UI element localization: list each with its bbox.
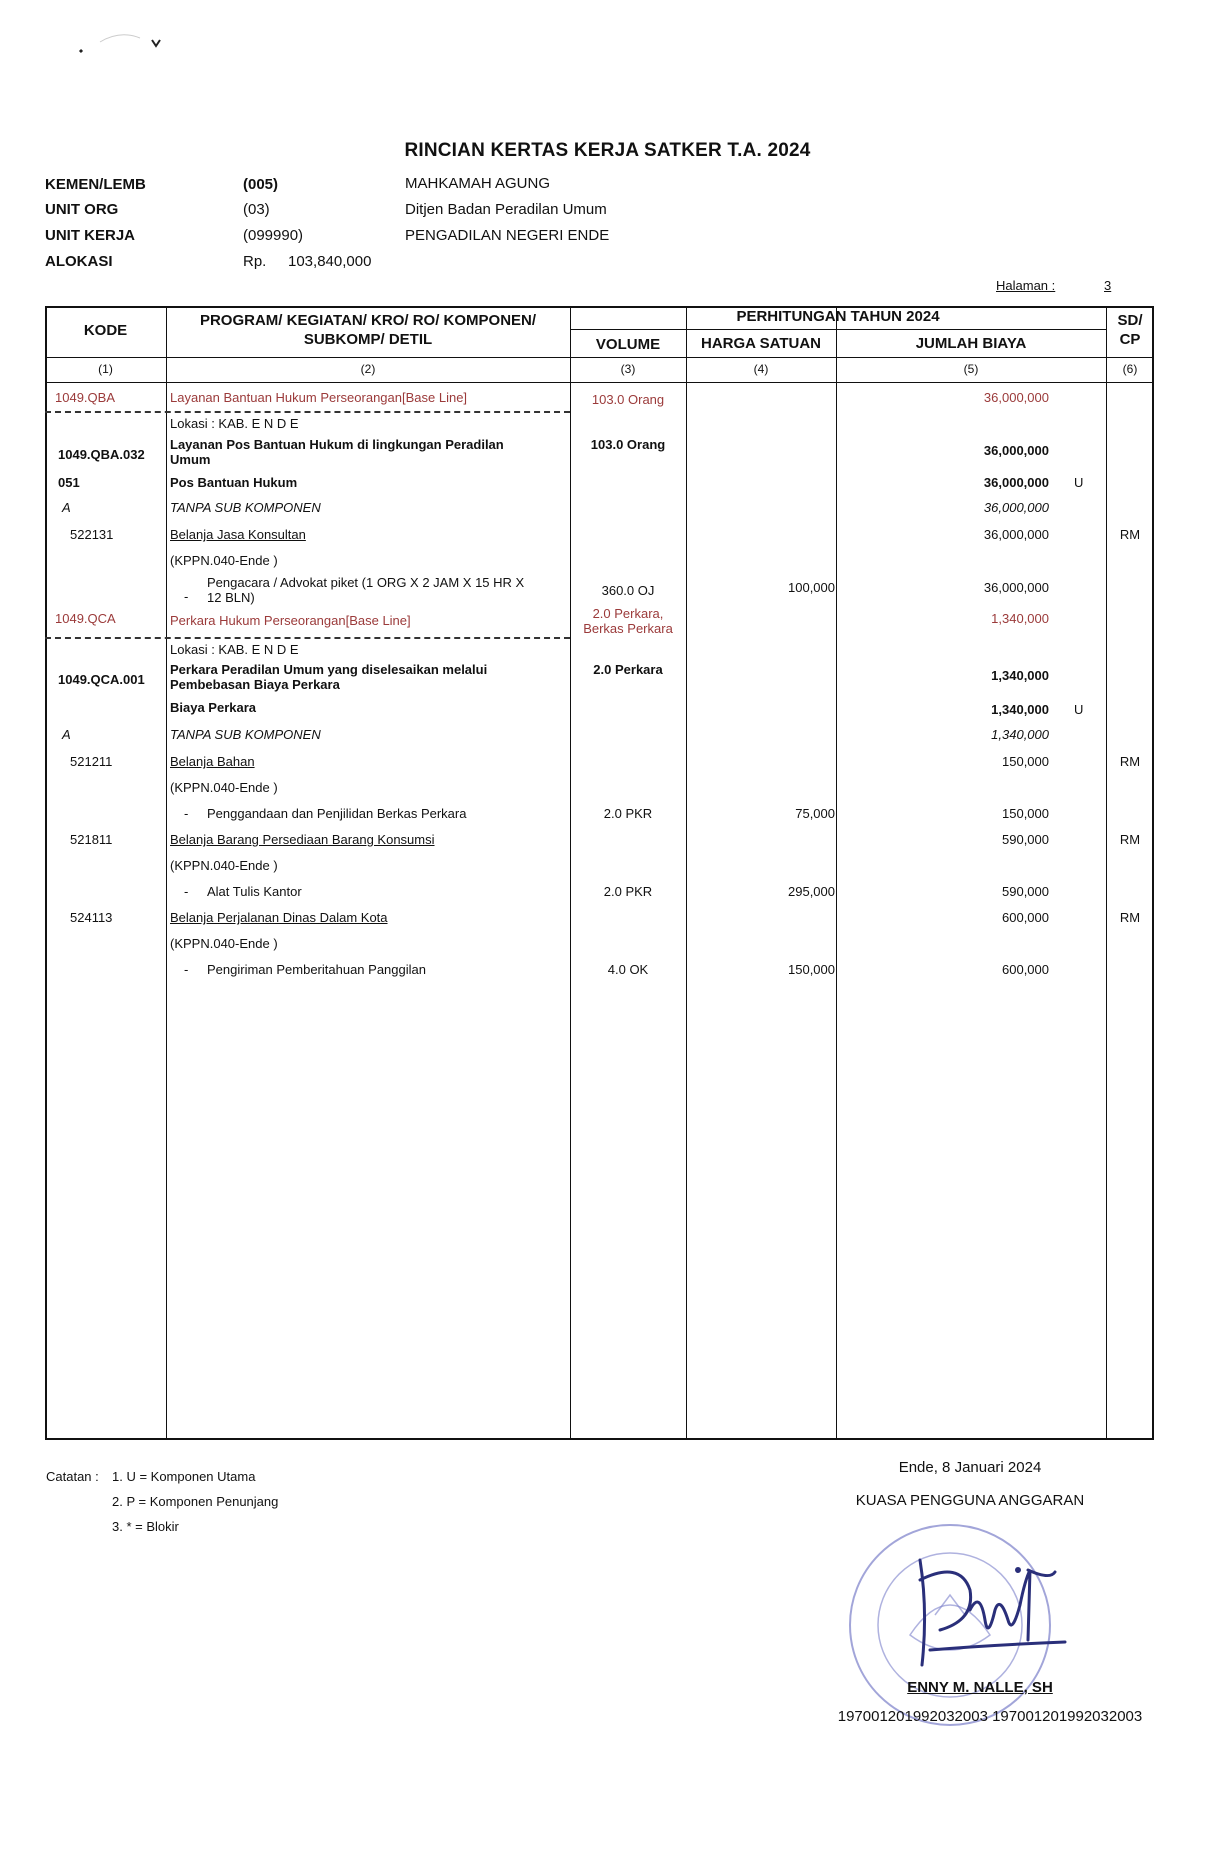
signer-name: ENNY M. NALLE, SH	[907, 1679, 1053, 1696]
table-row-11-flag: U	[1074, 702, 1084, 717]
table-row-8-volume: 2.0 Perkara,	[592, 606, 664, 621]
table-row-8-desc: Perkara Hukum Perseorangan[Base Line]	[170, 613, 411, 628]
header-name-unitkerja: PENGADILAN NEGERI ENDE	[405, 227, 610, 244]
table-row-21-desc: Pengiriman Pemberitahuan Panggilan	[207, 962, 426, 977]
table-row-0-desc: Layanan Bantuan Hukum Perseorangan[Base Line]	[170, 390, 468, 405]
header-label-kemenlemb: KEMEN/LEMB	[45, 176, 146, 193]
col-header-program-line2: SUBKOMP/ DETIL	[303, 331, 433, 348]
header-code-kemenlemb: (005)	[243, 176, 279, 193]
table-row-12-desc: TANPA SUB KOMPONEN	[170, 727, 321, 742]
table-row-11-desc: Biaya Perkara	[170, 700, 257, 715]
table-row-17-desc: (KPPN.040-Ende )	[170, 858, 278, 873]
table-row-3-kode: 051	[58, 475, 80, 490]
col-header-jumlah: JUMLAH BIAYA	[915, 335, 1027, 352]
table-row-0-kode: 1049.QBA	[55, 390, 115, 405]
table-row-15-volume: 2.0 PKR	[603, 806, 653, 821]
col-header-sd-line2: CP	[1119, 331, 1141, 348]
table-row-7-desc: Pengacara / Advokat piket (1 ORG X 2 JAM X 15 HR X	[207, 575, 525, 590]
page-number-value: 3	[1104, 278, 1112, 293]
table-row-5-jumlah: 36,000,000	[983, 527, 1049, 542]
table-row-2-volume: 103.0 Orang	[590, 437, 666, 452]
col-number-6: (6)	[1122, 362, 1138, 376]
table-row-8-jumlah: 1,340,000	[991, 611, 1049, 626]
col-number-2: (2)	[360, 362, 376, 376]
note-1: 1. U = Komponen Utama	[112, 1469, 256, 1484]
table-row-3-flag: U	[1074, 475, 1084, 490]
col-header-volume: VOLUME	[595, 336, 661, 353]
table-row-15-harga: 75,000	[795, 806, 835, 821]
header-label-unitorg: UNIT ORG	[45, 201, 119, 218]
table-row-8-kode: 1049.QCA	[55, 611, 116, 626]
table-row-18-desc: Alat Tulis Kantor	[207, 884, 302, 899]
table-row-2-jumlah: 36,000,000	[983, 443, 1049, 458]
table-row-10-desc: Perkara Peradilan Umum yang diselesaikan melalui	[170, 662, 488, 677]
col-header-perhitungan: PERHITUNGAN TAHUN 2024	[736, 308, 940, 325]
table-row-21-dash: -	[184, 962, 189, 977]
page-number-label: Halaman :	[996, 278, 1056, 293]
table-row-5-desc: Belanja Jasa Konsultan	[170, 527, 306, 542]
table-row-19-kode: 524113	[70, 910, 113, 925]
col-divider-3	[686, 306, 687, 1440]
table-row-2-desc: Layanan Pos Bantuan Hukum di lingkungan Peradilan	[170, 437, 504, 452]
signature-role: KUASA PENGGUNA ANGGARAN	[855, 1492, 1085, 1509]
table-row-16-desc: Belanja Barang Persediaan Barang Konsumsi	[170, 832, 435, 847]
table-row-1-desc: Lokasi : KAB. E N D E	[170, 416, 299, 431]
table-row-18-dash: -	[184, 884, 189, 899]
table-row-13-kode: 521211	[70, 754, 113, 769]
col-header-kode: KODE	[83, 322, 128, 339]
table-row-2-kode: 1049.QBA.032	[58, 447, 145, 462]
table-row-19-sd: RM	[1119, 910, 1141, 925]
table-row-12-jumlah: 1,340,000	[991, 727, 1049, 742]
table-row-20-desc: (KPPN.040-Ende )	[170, 936, 278, 951]
table-row-6-desc: (KPPN.040-Ende )	[170, 553, 278, 568]
table-row-10-kode: 1049.QCA.001	[58, 672, 145, 687]
scan-mark-decoration	[70, 20, 180, 60]
header-code-alokasi: Rp.	[243, 253, 267, 270]
table-row-15-dash: -	[184, 806, 189, 821]
colnum-bottom-rule	[45, 382, 1154, 383]
perhitungan-rule	[570, 329, 1106, 330]
notes-label: Catatan :	[46, 1469, 99, 1484]
signature-place-date: Ende, 8 Januari 2024	[898, 1459, 1042, 1476]
table-row-7-volume: 360.0 OJ	[601, 583, 655, 598]
table-row-18-harga: 295,000	[788, 884, 835, 899]
table-row-13-jumlah: 150,000	[1002, 754, 1049, 769]
table-row-7-desc2: 12 BLN)	[207, 590, 255, 605]
table-row-7-dash: -	[184, 589, 189, 604]
col-divider-5	[1106, 306, 1107, 1440]
table-row-7-harga: 100,000	[788, 580, 835, 595]
table-row-21-harga: 150,000	[788, 962, 835, 977]
table-row-10-jumlah: 1,340,000	[991, 668, 1049, 683]
table-row-3-jumlah: 36,000,000	[983, 475, 1049, 490]
table-row-16-sd: RM	[1119, 832, 1141, 847]
table-row-0-jumlah: 36,000,000	[983, 390, 1049, 405]
table-row-21-volume: 4.0 OK	[607, 962, 649, 977]
table-row-4-kode: A	[62, 500, 71, 515]
table-row-2-desc2: Umum	[170, 452, 211, 467]
header-code-unitkerja: (099990)	[243, 227, 304, 244]
table-row-21-jumlah: 600,000	[1002, 962, 1049, 977]
table-row-19-desc: Belanja Perjalanan Dinas Dalam Kota	[170, 910, 388, 925]
note-3: 3. * = Blokir	[112, 1519, 179, 1534]
table-row-13-desc: Belanja Bahan	[170, 754, 255, 769]
table-row-0-volume: 103.0 Orang	[591, 392, 665, 407]
table-row-4-desc: TANPA SUB KOMPONEN	[170, 500, 321, 515]
header-name-kemenlemb: MAHKAMAH AGUNG	[405, 175, 551, 192]
col-number-3: (3)	[620, 362, 636, 376]
col-header-program-line1: PROGRAM/ KEGIATAN/ KRO/ RO/ KOMPONEN/	[199, 312, 537, 329]
document-title: RINCIAN KERTAS KERJA SATKER T.A. 2024	[404, 140, 811, 161]
table-row-7-jumlah: 36,000,000	[983, 580, 1049, 595]
header-name-alokasi: 103,840,000	[288, 253, 372, 270]
table-row-11-jumlah: 1,340,000	[991, 702, 1049, 717]
table-row-16-kode: 521811	[70, 832, 113, 847]
header-code-unitorg: (03)	[243, 201, 270, 218]
signer-nip: 197001201992032003 197001201992032003	[837, 1708, 1143, 1725]
table-row-18-volume: 2.0 PKR	[603, 884, 653, 899]
table-row-8-volume2: Berkas Perkara	[583, 621, 673, 636]
col-divider-2	[570, 306, 571, 1440]
section-separator-qca	[45, 637, 570, 639]
table-row-3-desc: Pos Bantuan Hukum	[170, 475, 298, 490]
col-header-harga: HARGA SATUAN	[701, 335, 821, 352]
col-divider-1	[166, 306, 167, 1440]
table-row-13-sd: RM	[1119, 754, 1141, 769]
handwritten-signature	[900, 1550, 1070, 1680]
table-row-5-kode: 522131	[70, 527, 114, 542]
section-separator-qba	[45, 411, 570, 413]
header-name-unitorg: Ditjen Badan Peradilan Umum	[405, 201, 607, 218]
col-header-sd-line1: SD/	[1117, 312, 1143, 329]
table-row-16-jumlah: 590,000	[1002, 832, 1049, 847]
table-row-9-desc: Lokasi : KAB. E N D E	[170, 642, 299, 657]
header-bottom-rule	[45, 357, 1154, 358]
table-row-15-jumlah: 150,000	[1002, 806, 1049, 821]
col-number-1: (1)	[98, 362, 113, 376]
table-row-18-jumlah: 590,000	[1002, 884, 1049, 899]
header-label-alokasi: ALOKASI	[45, 253, 113, 270]
table-row-19-jumlah: 600,000	[1002, 910, 1049, 925]
table-row-15-desc: Penggandaan dan Penjilidan Berkas Perkara	[207, 806, 467, 821]
col-number-5: (5)	[963, 362, 979, 376]
table-row-10-desc2: Pembebasan Biaya Perkara	[170, 677, 340, 692]
table-row-14-desc: (KPPN.040-Ende )	[170, 780, 278, 795]
note-2: 2. P = Komponen Penunjang	[112, 1494, 279, 1509]
table-row-5-sd: RM	[1119, 527, 1141, 542]
table-row-10-volume: 2.0 Perkara	[593, 662, 663, 677]
header-label-unitkerja: UNIT KERJA	[45, 227, 136, 244]
table-row-4-jumlah: 36,000,000	[983, 500, 1049, 515]
table-row-12-kode: A	[62, 727, 71, 742]
col-number-4: (4)	[753, 362, 769, 376]
